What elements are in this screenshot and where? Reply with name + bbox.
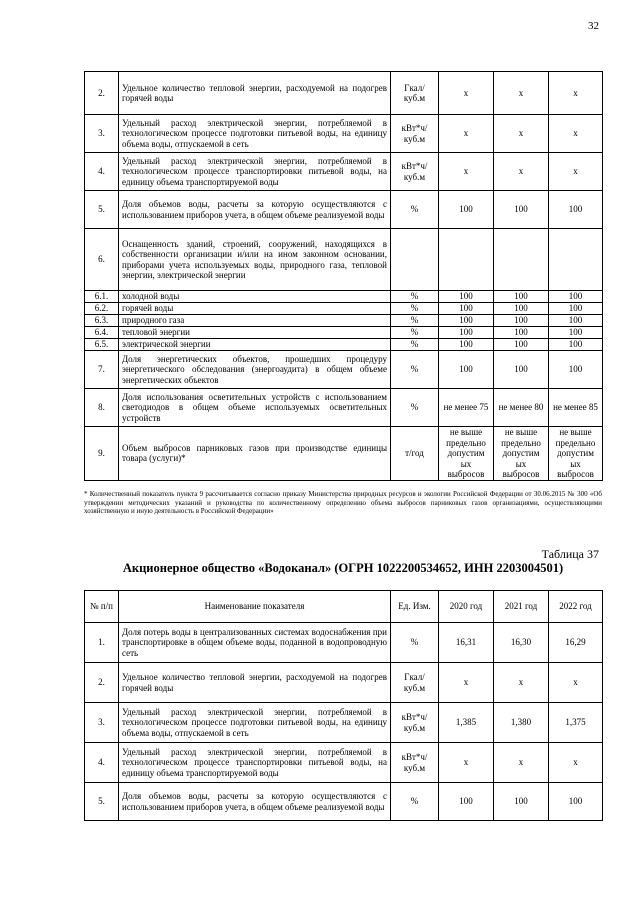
value-2022: x bbox=[549, 663, 603, 703]
value-2021: 100 bbox=[494, 351, 549, 389]
header-cell-2020: 2020 год bbox=[439, 591, 494, 623]
table-row bbox=[85, 783, 603, 821]
row-number: 5. bbox=[85, 783, 119, 821]
value-2021: x bbox=[494, 743, 549, 783]
table-row bbox=[85, 427, 603, 481]
value-2022: x bbox=[549, 72, 603, 115]
table-row bbox=[85, 351, 603, 389]
value-2020 bbox=[439, 229, 494, 291]
row-number: 2. bbox=[85, 72, 119, 115]
value-2022: 100 bbox=[549, 783, 603, 821]
value-2022 bbox=[549, 229, 603, 291]
indicator-name: Удельное количество тепловой энергии, расходуемой на подогрев горячей воды bbox=[119, 72, 391, 115]
table-row bbox=[85, 115, 603, 153]
value-2022: 100 bbox=[549, 191, 603, 229]
value-2020: x bbox=[439, 743, 494, 783]
header-cell-unit: Ед. Изм. bbox=[391, 591, 439, 623]
row-number: 1. bbox=[85, 623, 119, 663]
unit-cell: кВт*ч/ куб.м bbox=[391, 153, 439, 191]
value-2021: не выше предельно допустим ых выбросов bbox=[494, 427, 549, 481]
indicators-table-vodokanal bbox=[84, 590, 603, 821]
unit-cell: % bbox=[391, 623, 439, 663]
table-row bbox=[85, 389, 603, 427]
indicator-name: горячей воды bbox=[119, 303, 391, 315]
value-2021: 100 bbox=[494, 783, 549, 821]
table-row bbox=[85, 229, 603, 291]
table-row bbox=[85, 663, 603, 703]
value-2021: 100 bbox=[494, 303, 549, 315]
table-row bbox=[85, 339, 603, 351]
value-2020: 100 bbox=[439, 351, 494, 389]
unit-cell: т/год bbox=[391, 427, 439, 481]
value-2020: 1,385 bbox=[439, 703, 494, 743]
header-cell-2021: 2021 год bbox=[494, 591, 549, 623]
table-row bbox=[85, 191, 603, 229]
value-2021: 100 bbox=[494, 191, 549, 229]
value-2021: x bbox=[494, 115, 549, 153]
unit-cell: % bbox=[391, 351, 439, 389]
indicator-name: тепловой энергии bbox=[119, 327, 391, 339]
table-row bbox=[85, 153, 603, 191]
value-2020: 100 bbox=[439, 315, 494, 327]
value-2020: 100 bbox=[439, 327, 494, 339]
unit-cell: кВт*ч/ куб.м bbox=[391, 115, 439, 153]
table-row bbox=[85, 327, 603, 339]
row-number: 9. bbox=[85, 427, 119, 481]
unit-cell bbox=[391, 229, 439, 291]
value-2020: x bbox=[439, 663, 494, 703]
row-number: 6.2. bbox=[85, 303, 119, 315]
value-2021: 100 bbox=[494, 339, 549, 351]
indicators-table-continued bbox=[84, 71, 603, 481]
table-row bbox=[85, 703, 603, 743]
value-2020: не менее 75 bbox=[439, 389, 494, 427]
indicator-name: Удельное количество тепловой энергии, расходуемой на подогрев горячей воды bbox=[119, 663, 391, 703]
value-2022: 1,375 bbox=[549, 703, 603, 743]
value-2020: 100 bbox=[439, 339, 494, 351]
table-row bbox=[85, 72, 603, 115]
value-2022: x bbox=[549, 153, 603, 191]
value-2022: 16,29 bbox=[549, 623, 603, 663]
value-2020: 100 bbox=[439, 303, 494, 315]
unit-cell: % bbox=[391, 291, 439, 303]
table-row bbox=[85, 743, 603, 783]
value-2022: 100 bbox=[549, 315, 603, 327]
unit-cell: Гкал/ куб.м bbox=[391, 663, 439, 703]
row-number: 3. bbox=[85, 115, 119, 153]
value-2020: 100 bbox=[439, 291, 494, 303]
value-2022: 100 bbox=[549, 339, 603, 351]
value-2020: x bbox=[439, 115, 494, 153]
indicator-name: Доля объемов воды, расчеты за которую осуществляются с использованием приборов учета, в общем объеме реализуемой воды bbox=[119, 191, 391, 229]
value-2020: x bbox=[439, 72, 494, 115]
header-cell-2022: 2022 год bbox=[549, 591, 603, 623]
table-title: Акционерное общество «Водоканал» (ОГРН 1022200534652, ИНН 2203004501) bbox=[122, 561, 564, 575]
value-2021: 100 bbox=[494, 315, 549, 327]
value-2021: x bbox=[494, 72, 549, 115]
row-number: 6. bbox=[85, 229, 119, 291]
table-row bbox=[85, 291, 603, 303]
header-cell-number: № п/п bbox=[85, 591, 119, 623]
value-2020: не выше предельно допустим ых выбросов bbox=[439, 427, 494, 481]
indicator-name: Доля потерь воды в централизованных системах водоснабжения при транспортировке в общем объеме воды, поданной в водопроводную сеть bbox=[119, 623, 391, 663]
table-row bbox=[85, 623, 603, 663]
row-number: 8. bbox=[85, 389, 119, 427]
row-number: 2. bbox=[85, 663, 119, 703]
unit-cell: кВт*ч/ куб.м bbox=[391, 703, 439, 743]
row-number: 6.4. bbox=[85, 327, 119, 339]
value-2021: 1,380 bbox=[494, 703, 549, 743]
value-2020: x bbox=[439, 153, 494, 191]
row-number: 7. bbox=[85, 351, 119, 389]
value-2021: 100 bbox=[494, 291, 549, 303]
value-2021: x bbox=[494, 663, 549, 703]
indicator-name: Объем выбросов парниковых газов при производстве единицы товара (услуги)* bbox=[119, 427, 391, 481]
row-number: 3. bbox=[85, 703, 119, 743]
value-2022: x bbox=[549, 115, 603, 153]
unit-cell: % bbox=[391, 783, 439, 821]
unit-cell: Гкал/ куб.м bbox=[391, 72, 439, 115]
value-2021: не менее 80 bbox=[494, 389, 549, 427]
indicator-name: Удельный расход электрической энергии, потребляемой в технологическом процессе подготовки питьевой воды, на единицу объема воды, отпускаемой в сеть bbox=[119, 703, 391, 743]
unit-cell: кВт*ч/ куб.м bbox=[391, 743, 439, 783]
value-2020: 100 bbox=[439, 783, 494, 821]
value-2021 bbox=[494, 229, 549, 291]
value-2021: x bbox=[494, 153, 549, 191]
indicator-name: Удельный расход электрической энергии, потребляемой в технологическом процессе транспортировки питьевой воды, на единицу объема транспортируемой воды bbox=[119, 743, 391, 783]
indicator-name: природного газа bbox=[119, 315, 391, 327]
value-2020: 16,31 bbox=[439, 623, 494, 663]
row-number: 6.1. bbox=[85, 291, 119, 303]
unit-cell: % bbox=[391, 303, 439, 315]
page-number: 32 bbox=[588, 20, 599, 32]
row-number: 6.3. bbox=[85, 315, 119, 327]
row-number: 6.5. bbox=[85, 339, 119, 351]
value-2022: не выше предельно допустим ых выбросов bbox=[549, 427, 603, 481]
value-2022: 100 bbox=[549, 303, 603, 315]
indicator-name: электрической энергии bbox=[119, 339, 391, 351]
table-row bbox=[85, 303, 603, 315]
unit-cell: % bbox=[391, 327, 439, 339]
table-caption: Таблица 37 bbox=[541, 547, 599, 561]
table-row bbox=[85, 315, 603, 327]
value-2021: 16,30 bbox=[494, 623, 549, 663]
row-number: 4. bbox=[85, 743, 119, 783]
indicator-name: Доля использования осветительных устройств с использованием светодиодов в общем объеме используемых осветительных устройств bbox=[119, 389, 391, 427]
indicator-name: холодной воды bbox=[119, 291, 391, 303]
value-2020: 100 bbox=[439, 191, 494, 229]
row-number: 5. bbox=[85, 191, 119, 229]
footnote: * Количественный показатель пункта 9 рассчитывается согласно приказу Министерства природных ресурсов и экологии Российской Федерации от 30.06.2015 № 300 «Об утверждении методических указаний и руководства по количественному определению объема выбросов парниковых газов организациями, осуществляющими хозяйственную и иную деятельность в Российской Федерации» bbox=[84, 490, 602, 516]
indicator-name: Оснащенность зданий, строений, сооружений, находящихся в собственности организации и/или на ином законном основании, приборами учета используемых воды, природного газа, тепловой энергии, электрической энергии bbox=[119, 229, 391, 291]
unit-cell: % bbox=[391, 191, 439, 229]
table-header-row bbox=[85, 591, 603, 623]
row-number: 4. bbox=[85, 153, 119, 191]
header-cell-name: Наименование показателя bbox=[119, 591, 391, 623]
value-2022: x bbox=[549, 743, 603, 783]
value-2021: 100 bbox=[494, 327, 549, 339]
unit-cell: % bbox=[391, 389, 439, 427]
indicator-name: Удельный расход электрической энергии, потребляемой в технологическом процессе транспортировки питьевой воды, на единицу объема транспортируемой воды bbox=[119, 153, 391, 191]
value-2022: 100 bbox=[549, 327, 603, 339]
indicator-name: Удельный расход электрической энергии, потребляемой в технологическом процессе подготовки питьевой воды, на единицу объема воды, отпускаемой в сеть bbox=[119, 115, 391, 153]
indicator-name: Доля объемов воды, расчеты за которую осуществляются с использованием приборов учета, в общем объеме реализуемой воды bbox=[119, 783, 391, 821]
unit-cell: % bbox=[391, 315, 439, 327]
value-2022: 100 bbox=[549, 291, 603, 303]
indicator-name: Доля энергетических объектов, прошедших процедуру энергетического обследования (энергоаудита) в общем объеме энергетических объектов bbox=[119, 351, 391, 389]
value-2022: не менее 85 bbox=[549, 389, 603, 427]
unit-cell: % bbox=[391, 339, 439, 351]
value-2022: 100 bbox=[549, 351, 603, 389]
